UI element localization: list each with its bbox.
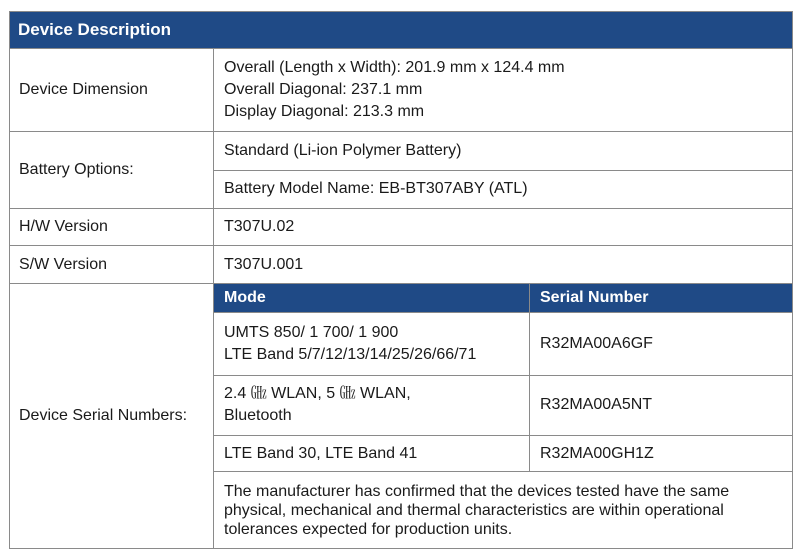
- table-row: [10, 208, 793, 246]
- serial-cell: R32MA00GH1Z: [530, 435, 793, 472]
- mode-line: 2.4 ㎓ WLAN, 5 ㎓ WLAN,: [224, 385, 411, 403]
- mode-cell: [214, 312, 530, 375]
- mode-cell: LTE Band 30, LTE Band 41: [214, 435, 530, 472]
- display-diagonal: Display Diagonal: 213.3 mm: [224, 102, 425, 120]
- hw-version-label: H/W Version: [10, 208, 214, 246]
- mode-cell: [214, 375, 530, 435]
- serial-cell: R32MA00A6GF: [530, 312, 793, 375]
- table-row: [10, 132, 793, 171]
- mode-line: LTE Band 5/7/12/13/14/25/26/66/71: [224, 345, 477, 363]
- mode-line: Bluetooth: [224, 407, 292, 425]
- sw-version-label: S/W Version: [10, 246, 214, 284]
- table-row: [10, 284, 793, 313]
- battery-standard: Standard (Li-ion Polymer Battery): [214, 132, 793, 171]
- mode-line: UMTS 850/ 1 700/ 1 900: [224, 323, 399, 341]
- dimension-label: Device Dimension: [10, 48, 214, 132]
- serial-numbers-label: Device Serial Numbers:: [10, 284, 214, 549]
- serial-cell: R32MA00A5NT: [530, 375, 793, 435]
- overall-diagonal: Overall Diagonal: 237.1 mm: [224, 80, 423, 98]
- table-row: [10, 246, 793, 284]
- dimension-value: [214, 48, 793, 132]
- serial-column-header: Serial Number: [530, 284, 793, 313]
- battery-model: Battery Model Name: EB-BT307ABY (ATL): [214, 170, 793, 208]
- manufacturer-note: The manufacturer has confirmed that the devices tested have the same physical, mechanical and thermal characteristics are within operational tolerances expected for production units.: [214, 472, 793, 549]
- overall-dimension: Overall (Length x Width): 201.9 mm x 124.4 mm: [224, 58, 565, 76]
- table-title: Device Description: [10, 12, 793, 49]
- mode-column-header: Mode: [214, 284, 530, 313]
- device-description-table: [9, 11, 793, 549]
- table-row: [10, 48, 793, 132]
- battery-label: Battery Options:: [10, 132, 214, 208]
- sw-version-value: T307U.001: [214, 246, 793, 284]
- hw-version-value: T307U.02: [214, 208, 793, 246]
